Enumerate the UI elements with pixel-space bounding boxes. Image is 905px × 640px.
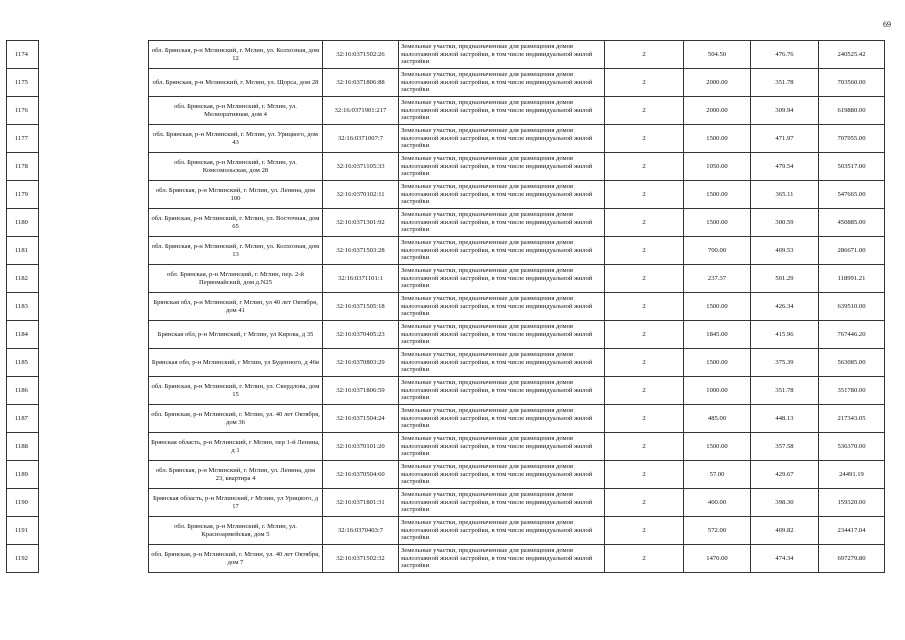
spacer-cell xyxy=(39,181,149,209)
spacer-cell xyxy=(39,349,149,377)
land-use-cell: Земельные участки, предназначенные для размещения домов малоэтажной жилой застройки, в том числе индивидуальной жилой застройки xyxy=(399,69,605,97)
table-row xyxy=(7,517,885,545)
address-cell: Брянская обл, р-н Мглинский, г Мглин, ул 40 лет Октября, дом 41 xyxy=(149,293,323,321)
specific-value-cell: 351.78 xyxy=(751,69,819,97)
cadastral-value-table xyxy=(6,40,885,573)
cadastral-number-cell: 32:16:0371806:59 xyxy=(323,377,399,405)
spacer-cell xyxy=(39,265,149,293)
area-cell: 1845.00 xyxy=(684,321,751,349)
area-cell: 1500.00 xyxy=(684,181,751,209)
page-number: 69 xyxy=(883,20,891,29)
row-number-cell: 1188 xyxy=(7,433,39,461)
cadastral-value-cell: 536370.00 xyxy=(819,433,885,461)
area-cell: 1500.00 xyxy=(684,125,751,153)
row-number-cell: 1180 xyxy=(7,209,39,237)
area-cell: 572.00 xyxy=(684,517,751,545)
specific-value-cell: 398.30 xyxy=(751,489,819,517)
specific-value-cell: 409.53 xyxy=(751,237,819,265)
table-row xyxy=(7,181,885,209)
spacer-cell xyxy=(39,377,149,405)
land-use-cell: Земельные участки, предназначенные для размещения домов малоэтажной жилой застройки, в том числе индивидуальной жилой застройки xyxy=(399,489,605,517)
row-number-cell: 1175 xyxy=(7,69,39,97)
spacer-cell xyxy=(39,237,149,265)
group-cell: 2 xyxy=(605,209,684,237)
cadastral-value-cell: 118991.21 xyxy=(819,265,885,293)
table-row xyxy=(7,461,885,489)
table-row xyxy=(7,545,885,573)
specific-value-cell: 357.58 xyxy=(751,433,819,461)
address-cell: обл. Брянская, р-н Мглинский, г. Мглин, ул. Комсомольская, дом 28 xyxy=(149,153,323,181)
address-cell: обл. Брянская, р-н Мглинский, г. Мглин, ул. Ленина, дом 23, квартира 4 xyxy=(149,461,323,489)
specific-value-cell: 474.34 xyxy=(751,545,819,573)
row-number-cell: 1187 xyxy=(7,405,39,433)
cadastral-value-cell: 240525.42 xyxy=(819,41,885,69)
row-number-cell: 1181 xyxy=(7,237,39,265)
row-number-cell: 1174 xyxy=(7,41,39,69)
spacer-cell xyxy=(39,153,149,181)
cadastral-value-cell: 639510.00 xyxy=(819,293,885,321)
row-number-cell: 1184 xyxy=(7,321,39,349)
row-number-cell: 1179 xyxy=(7,181,39,209)
group-cell: 2 xyxy=(605,41,684,69)
area-cell: 237.37 xyxy=(684,265,751,293)
table-row xyxy=(7,41,885,69)
specific-value-cell: 309.94 xyxy=(751,97,819,125)
group-cell: 2 xyxy=(605,545,684,573)
address-cell: Брянская область, р-н Мглинский, г Мглин, ул Урицкого, д 17 xyxy=(149,489,323,517)
group-cell: 2 xyxy=(605,153,684,181)
table-row xyxy=(7,321,885,349)
cadastral-number-cell: 32:16:0370803:29 xyxy=(323,349,399,377)
group-cell: 2 xyxy=(605,405,684,433)
land-use-cell: Земельные участки, предназначенные для размещения домов малоэтажной жилой застройки, в том числе индивидуальной жилой застройки xyxy=(399,97,605,125)
table-row xyxy=(7,153,885,181)
area-cell: 1000.00 xyxy=(684,377,751,405)
table-row xyxy=(7,97,885,125)
row-number-cell: 1182 xyxy=(7,265,39,293)
cadastral-number-cell: 32:16:0371502:26 xyxy=(323,41,399,69)
address-cell: обл. Брянская, р-н Мглинский, г. Мглин, ул. Свердлова, дом 15 xyxy=(149,377,323,405)
specific-value-cell: 448.13 xyxy=(751,405,819,433)
group-cell: 2 xyxy=(605,237,684,265)
cadastral-value-cell: 563085.00 xyxy=(819,349,885,377)
cadastral-number-cell: 32:16:0371806:88 xyxy=(323,69,399,97)
address-cell: обл. Брянская, р-н Мглинский, г. Мглин, ул. Красноармейская, дом 5 xyxy=(149,517,323,545)
group-cell: 2 xyxy=(605,69,684,97)
specific-value-cell: 365.11 xyxy=(751,181,819,209)
specific-value-cell: 429.67 xyxy=(751,461,819,489)
spacer-cell xyxy=(39,293,149,321)
spacer-cell xyxy=(39,405,149,433)
address-cell: обл. Брянская, р-н Мглинский, г. Мглин, ул. Ленина, дом 100 xyxy=(149,181,323,209)
row-number-cell: 1192 xyxy=(7,545,39,573)
cadastral-number-cell: 32:16:0371503:28 xyxy=(323,237,399,265)
group-cell: 2 xyxy=(605,181,684,209)
address-cell: обл. Брянская, р-н Мглинский, г. Мглин, ул. 40 лет Октября, дом 7 xyxy=(149,545,323,573)
table-row xyxy=(7,265,885,293)
group-cell: 2 xyxy=(605,517,684,545)
cadastral-value-cell: 547665.00 xyxy=(819,181,885,209)
cadastral-number-cell: 32:16:0371101:1 xyxy=(323,265,399,293)
cadastral-value-cell: 159320.00 xyxy=(819,489,885,517)
spacer-cell xyxy=(39,489,149,517)
area-cell: 485.00 xyxy=(684,405,751,433)
land-use-cell: Земельные участки, предназначенные для размещения домов малоэтажной жилой застройки, в том числе индивидуальной жилой застройки xyxy=(399,433,605,461)
cadastral-value-cell: 697279.80 xyxy=(819,545,885,573)
table-row xyxy=(7,237,885,265)
spacer-cell xyxy=(39,461,149,489)
cadastral-number-cell: 32:16:0371105:33 xyxy=(323,153,399,181)
land-use-cell: Земельные участки, предназначенные для размещения домов малоэтажной жилой застройки, в том числе индивидуальной жилой застройки xyxy=(399,153,605,181)
table-row xyxy=(7,405,885,433)
group-cell: 2 xyxy=(605,461,684,489)
area-cell: 1050.00 xyxy=(684,153,751,181)
group-cell: 2 xyxy=(605,265,684,293)
cadastral-number-cell: 32:16:0370101:20 xyxy=(323,433,399,461)
cadastral-value-cell: 767446.20 xyxy=(819,321,885,349)
row-number-cell: 1185 xyxy=(7,349,39,377)
group-cell: 2 xyxy=(605,489,684,517)
table-row xyxy=(7,349,885,377)
land-use-cell: Земельные участки, предназначенные для размещения домов малоэтажной жилой застройки, в том числе индивидуальной жилой застройки xyxy=(399,237,605,265)
area-cell: 400.00 xyxy=(684,489,751,517)
table-row xyxy=(7,293,885,321)
group-cell: 2 xyxy=(605,97,684,125)
specific-value-cell: 426.34 xyxy=(751,293,819,321)
land-use-cell: Земельные участки, предназначенные для размещения домов малоэтажной жилой застройки, в том числе индивидуальной жилой застройки xyxy=(399,321,605,349)
cadastral-number-cell: 32:16:0371504:24 xyxy=(323,405,399,433)
cadastral-value-cell: 503517.00 xyxy=(819,153,885,181)
area-cell: 504.50 xyxy=(684,41,751,69)
specific-value-cell: 501.29 xyxy=(751,265,819,293)
address-cell: обл. Брянская, р-н Мглинский, г. Мглин, ул. 40 лет Октября, дом 36 xyxy=(149,405,323,433)
specific-value-cell: 471.97 xyxy=(751,125,819,153)
spacer-cell xyxy=(39,433,149,461)
land-use-cell: Земельные участки, предназначенные для размещения домов малоэтажной жилой застройки, в том числе индивидуальной жилой застройки xyxy=(399,377,605,405)
address-cell: обл. Брянская, р-н Мглинский, г. Мглин, ул. Колхозная, дом 13 xyxy=(149,237,323,265)
cadastral-value-cell: 619880.00 xyxy=(819,97,885,125)
spacer-cell xyxy=(39,41,149,69)
row-number-cell: 1190 xyxy=(7,489,39,517)
group-cell: 2 xyxy=(605,321,684,349)
cadastral-value-cell: 707955.00 xyxy=(819,125,885,153)
cadastral-value-cell: 286671.00 xyxy=(819,237,885,265)
spacer-cell xyxy=(39,545,149,573)
address-cell: обл. Брянская, р-н Мглинский, г. Мглин, ул. Мелиоративная, дом 4 xyxy=(149,97,323,125)
address-cell: обл. Брянская, р-н Мглинский, г. Мглин, ул. Колхозная, дом 12 xyxy=(149,41,323,69)
address-cell: Брянская область, р-н Мглинский, г Мглин, пер 1-й Ленина, д 1 xyxy=(149,433,323,461)
table-row xyxy=(7,377,885,405)
spacer-cell xyxy=(39,209,149,237)
cadastral-number-cell: 32:16:0370504:60 xyxy=(323,461,399,489)
cadastral-number-cell: 32:16:0371007:7 xyxy=(323,125,399,153)
cadastral-number-cell: 32:16:0371505:18 xyxy=(323,293,399,321)
table-row xyxy=(7,489,885,517)
row-number-cell: 1191 xyxy=(7,517,39,545)
address-cell: обл. Брянская, р-н Мглинский, г. Мглин, ул. Щорса, дом 28 xyxy=(149,69,323,97)
spacer-cell xyxy=(39,97,149,125)
area-cell: 1500.00 xyxy=(684,209,751,237)
row-number-cell: 1186 xyxy=(7,377,39,405)
land-use-cell: Земельные участки, предназначенные для размещения домов малоэтажной жилой застройки, в том числе индивидуальной жилой застройки xyxy=(399,41,605,69)
spacer-cell xyxy=(39,125,149,153)
land-use-cell: Земельные участки, предназначенные для размещения домов малоэтажной жилой застройки, в том числе индивидуальной жилой застройки xyxy=(399,293,605,321)
cadastral-value-cell: 351780.00 xyxy=(819,377,885,405)
cadastral-number-cell: 32:16:0371301:92 xyxy=(323,209,399,237)
area-cell: 2000.00 xyxy=(684,69,751,97)
cadastral-number-cell: 32:16:0370403:7 xyxy=(323,517,399,545)
group-cell: 2 xyxy=(605,293,684,321)
specific-value-cell: 300.59 xyxy=(751,209,819,237)
specific-value-cell: 375.39 xyxy=(751,349,819,377)
cadastral-value-cell: 703560.00 xyxy=(819,69,885,97)
area-cell: 700.00 xyxy=(684,237,751,265)
land-use-cell: Земельные участки, предназначенные для размещения домов малоэтажной жилой застройки, в том числе индивидуальной жилой застройки xyxy=(399,545,605,573)
group-cell: 2 xyxy=(605,125,684,153)
row-number-cell: 1178 xyxy=(7,153,39,181)
cadastral-number-cell: 32:16:0371901:217 xyxy=(323,97,399,125)
specific-value-cell: 476.76 xyxy=(751,41,819,69)
area-cell: 2000.00 xyxy=(684,97,751,125)
group-cell: 2 xyxy=(605,433,684,461)
land-use-cell: Земельные участки, предназначенные для размещения домов малоэтажной жилой застройки, в том числе индивидуальной жилой застройки xyxy=(399,517,605,545)
table-row xyxy=(7,209,885,237)
row-number-cell: 1177 xyxy=(7,125,39,153)
table-row xyxy=(7,69,885,97)
specific-value-cell: 351.78 xyxy=(751,377,819,405)
land-use-cell: Земельные участки, предназначенные для размещения домов малоэтажной жилой застройки, в том числе индивидуальной жилой застройки xyxy=(399,461,605,489)
area-cell: 1500.00 xyxy=(684,349,751,377)
cadastral-number-cell: 32:16:0370102:11 xyxy=(323,181,399,209)
group-cell: 2 xyxy=(605,377,684,405)
land-use-cell: Земельные участки, предназначенные для размещения домов малоэтажной жилой застройки, в том числе индивидуальной жилой застройки xyxy=(399,125,605,153)
table-row xyxy=(7,433,885,461)
specific-value-cell: 409.82 xyxy=(751,517,819,545)
row-number-cell: 1176 xyxy=(7,97,39,125)
land-use-cell: Земельные участки, предназначенные для размещения домов малоэтажной жилой застройки, в том числе индивидуальной жилой застройки xyxy=(399,349,605,377)
area-cell: 57.00 xyxy=(684,461,751,489)
address-cell: Брянская обл, р-н Мглинский, г Мглин, ул Буденного, д 46в xyxy=(149,349,323,377)
land-use-cell: Земельные участки, предназначенные для размещения домов малоэтажной жилой застройки, в том числе индивидуальной жилой застройки xyxy=(399,265,605,293)
cadastral-number-cell: 32:16:0371502:32 xyxy=(323,545,399,573)
land-use-cell: Земельные участки, предназначенные для размещения домов малоэтажной жилой застройки, в том числе индивидуальной жилой застройки xyxy=(399,405,605,433)
address-cell: обл. Брянская, р-н Мглинский, г. Мглин, ул. Урицкого, дом 43 xyxy=(149,125,323,153)
land-use-cell: Земельные участки, предназначенные для размещения домов малоэтажной жилой застройки, в том числе индивидуальной жилой застройки xyxy=(399,209,605,237)
address-cell: Брянская обл, р-н Мглинский, г Мглин, ул Кирова, д 35 xyxy=(149,321,323,349)
cadastral-number-cell: 32:16:0370405:23 xyxy=(323,321,399,349)
area-cell: 1500.00 xyxy=(684,433,751,461)
row-number-cell: 1183 xyxy=(7,293,39,321)
group-cell: 2 xyxy=(605,349,684,377)
cadastral-value-cell: 234417.04 xyxy=(819,517,885,545)
specific-value-cell: 479.54 xyxy=(751,153,819,181)
area-cell: 1470.00 xyxy=(684,545,751,573)
land-use-cell: Земельные участки, предназначенные для размещения домов малоэтажной жилой застройки, в том числе индивидуальной жилой застройки xyxy=(399,181,605,209)
table-row xyxy=(7,125,885,153)
area-cell: 1500.00 xyxy=(684,293,751,321)
specific-value-cell: 415.96 xyxy=(751,321,819,349)
cadastral-value-cell: 24491.19 xyxy=(819,461,885,489)
table-body xyxy=(7,41,885,573)
cadastral-value-cell: 217343.05 xyxy=(819,405,885,433)
cadastral-number-cell: 32:16:0371801:31 xyxy=(323,489,399,517)
spacer-cell xyxy=(39,321,149,349)
row-number-cell: 1189 xyxy=(7,461,39,489)
spacer-cell xyxy=(39,517,149,545)
cadastral-value-cell: 450885.00 xyxy=(819,209,885,237)
address-cell: обл. Брянская, р-н Мглинский, г. Мглин, ул. Восточная, дом 65 xyxy=(149,209,323,237)
spacer-cell xyxy=(39,69,149,97)
address-cell: обл. Брянская, р-н Мглинский, г. Мглин, пер. 2-й Первомайский, дом д.N25 xyxy=(149,265,323,293)
